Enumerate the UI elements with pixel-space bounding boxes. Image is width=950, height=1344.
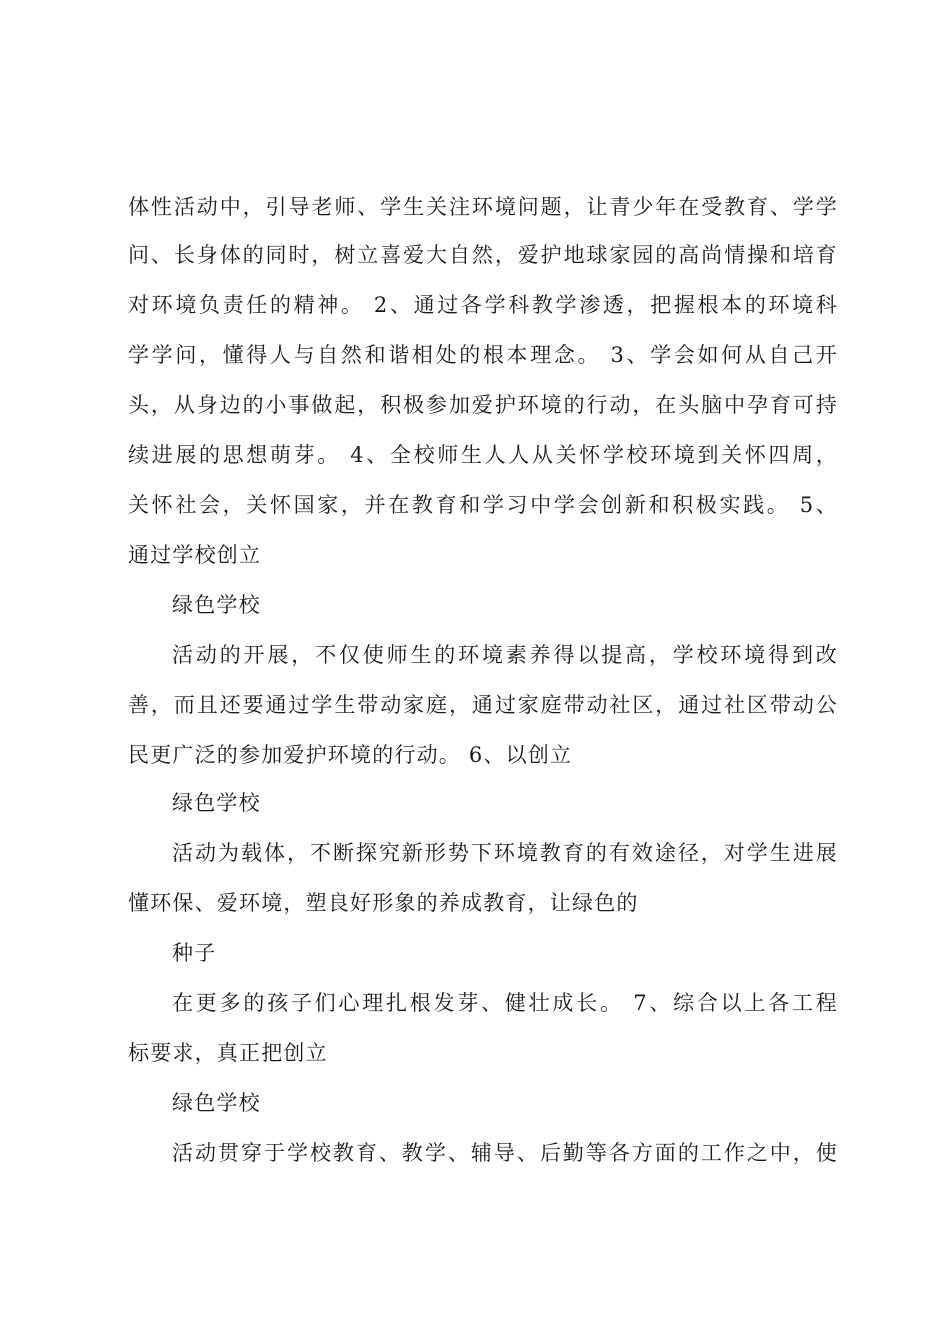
- paragraph-line: 活动贯穿于学校教育、教学、辅导、后勤等各方面的工作之中，使: [172, 1141, 838, 1165]
- paragraph-line: 问、长身体的同时，树立喜爱大自然，爱护地球家园的高尚情操和培育: [128, 243, 838, 267]
- paragraph-line: 通过学校创立: [128, 543, 262, 567]
- paragraph-line: 活动为载体，不断探究新形势下环境教育的有效途径，对学生进展: [172, 841, 838, 865]
- paragraph-line: 民更广泛的参加爱护环境的行动。 6、以创立: [128, 743, 573, 767]
- paragraph-line: 在更多的孩子们心理扎根发芽、健壮成长。 7、综合以上各工程: [172, 991, 838, 1015]
- paragraph-line: 标要求，真正把创立: [128, 1041, 328, 1065]
- paragraph-line: 学学问，懂得人与自然和谐相处的根本理念。 3、学会如何从自己开: [128, 343, 838, 367]
- paragraph-line: 续进展的思想萌芽。 4、全校师生人人从关怀学校环境到关怀四周，: [128, 443, 838, 467]
- paragraph-line: 善，而且还要通过学生带动家庭，通过家庭带动社区，通过社区带动公: [128, 693, 838, 717]
- heading-line: 绿色学校: [172, 593, 261, 617]
- paragraph-line: 对环境负责任的精神。 2、通过各学科教学渗透，把握根本的环境科: [128, 293, 838, 317]
- paragraph-line: 种子: [172, 941, 217, 965]
- paragraph-line: 活动的开展，不仅使师生的环境素养得以提高，学校环境得到改: [172, 643, 838, 667]
- heading-line: 绿色学校: [172, 1091, 261, 1115]
- paragraph-line: 关怀社会，关怀国家，并在教育和学习中学会创新和积极实践。 5、: [128, 493, 838, 517]
- heading-line: 绿色学校: [172, 791, 261, 815]
- paragraph-line: 体性活动中，引导老师、学生关注环境问题，让青少年在受教育、学学: [128, 195, 838, 219]
- paragraph-line: 懂环保、爱环境，塑良好形象的养成教育，让绿色的: [128, 891, 639, 915]
- paragraph-line: 头，从身边的小事做起，积极参加爱护环境的行动，在头脑中孕育可持: [128, 393, 838, 417]
